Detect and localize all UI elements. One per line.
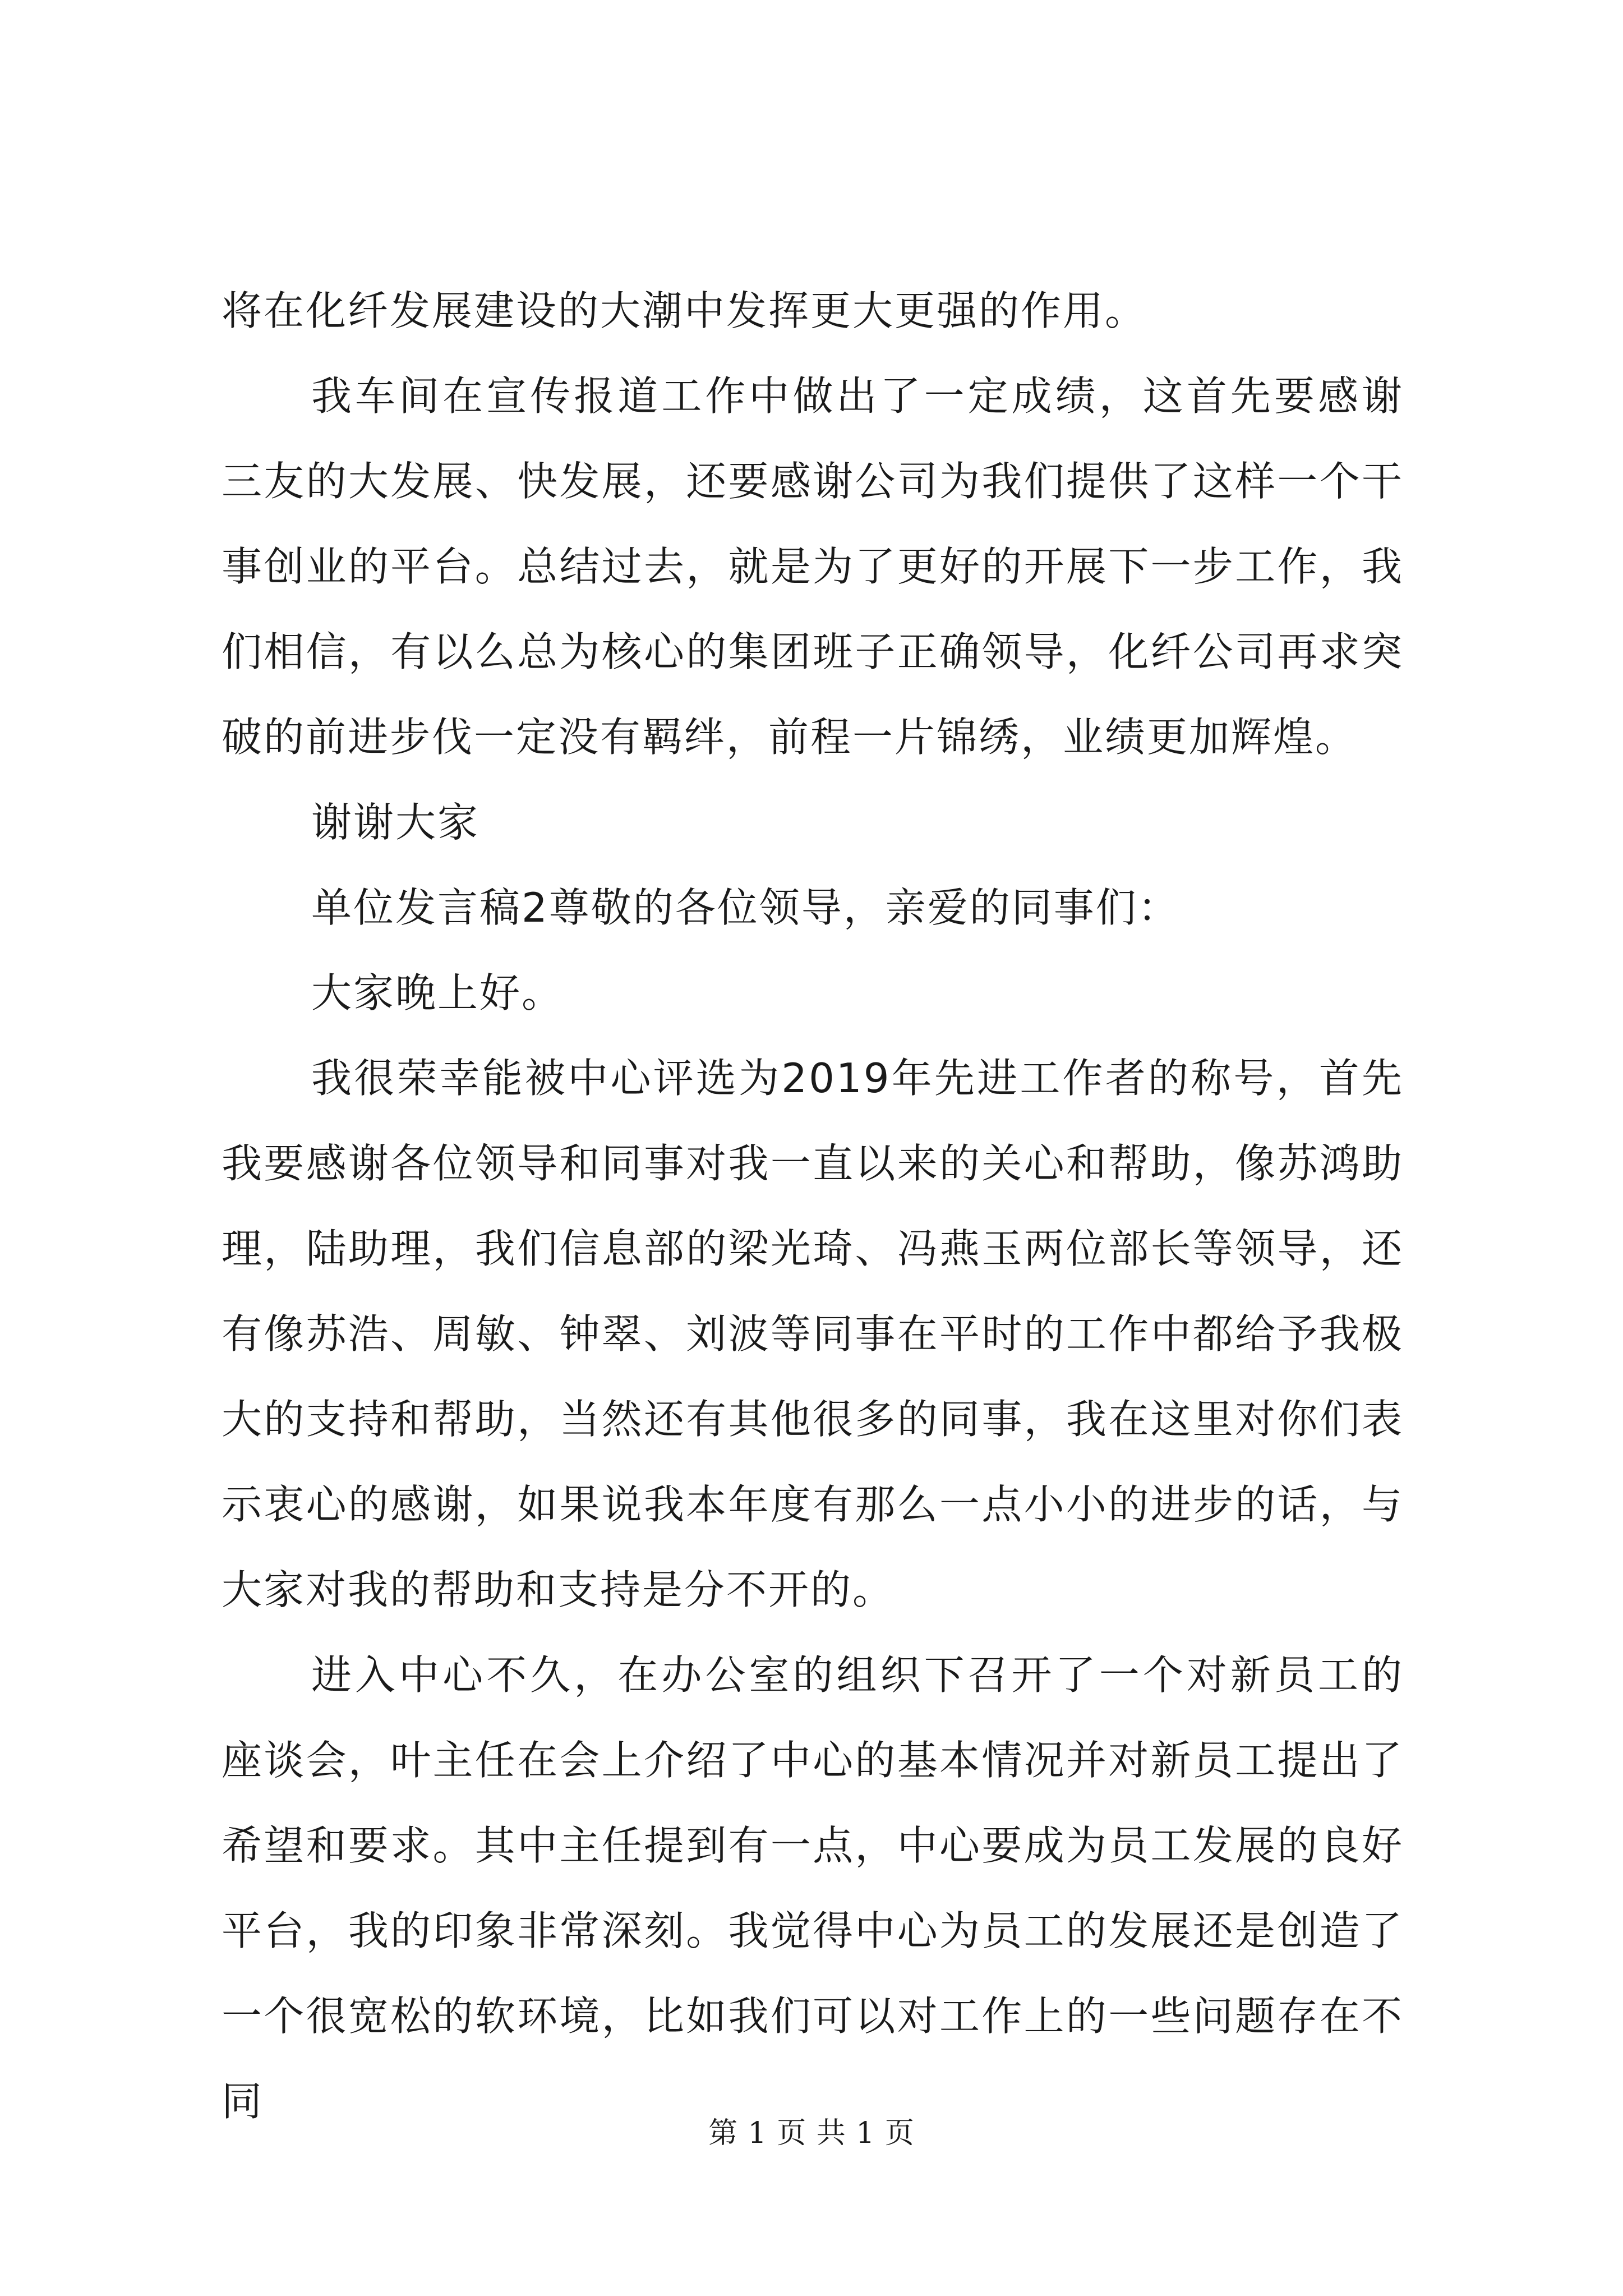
paragraph-closing-thanks: 谢谢大家	[311, 799, 480, 846]
paragraph-center: 进入中心不久，在办公室的组织下召开了一个对新员工的座谈会，叶主任在会上介绍了中心的基本情况并对新员工提出了希望和要求。其中主任提到有一点，中心要成为员工发展的良好平台，我的印象非常深刻。我觉得中心为员工的发展还是创造了一个很宽松的软环境，比如我们可以对工作上的一些问题存在不同	[222, 1651, 1404, 2125]
paragraph-honor: 我很荣幸能被中心评选为2019年先进工作者的称号，首先我要感谢各位领导和同事对我一直以来的关心和帮助，像苏鸿助理，陆助理，我们信息部的梁光琦、冯燕玉两位部长等领导，还有像苏浩、周敏、钟翠、刘波等同事在平时的工作中都给予我极大的支持和帮助，当然还有其他很多的同事，我在这里对你们表示衷心的感谢，如果说我本年度有那么一点小小的进步的话，与大家对我的帮助和支持是分不开的。	[222, 1055, 1404, 1613]
page-number-footer: 第 1 页 共 1 页	[708, 2116, 915, 2150]
paragraph-thanks-workshop: 我车间在宣传报道工作中做出了一定成绩，这首先要感谢三友的大发展、快发展，还要感谢公司为我们提供了这样一个干事创业的平台。总结过去，就是为了更好的开展下一步工作，我们相信，有以么总为核心的集团班子正确领导，化纤公司再求突破的前进步伐一定没有羁绊，前程一片锦绣，业绩更加辉煌。	[222, 372, 1404, 761]
document-body	[222, 268, 1404, 2144]
paragraph-speech-heading: 单位发言稿2尊敬的各位领导，亲爱的同事们：	[311, 884, 1180, 931]
paragraph-continuation: 将在化纤发展建设的大潮中发挥更大更强的作用。	[222, 287, 1147, 334]
paragraph-greeting: 大家晚上好。	[311, 969, 564, 1016]
